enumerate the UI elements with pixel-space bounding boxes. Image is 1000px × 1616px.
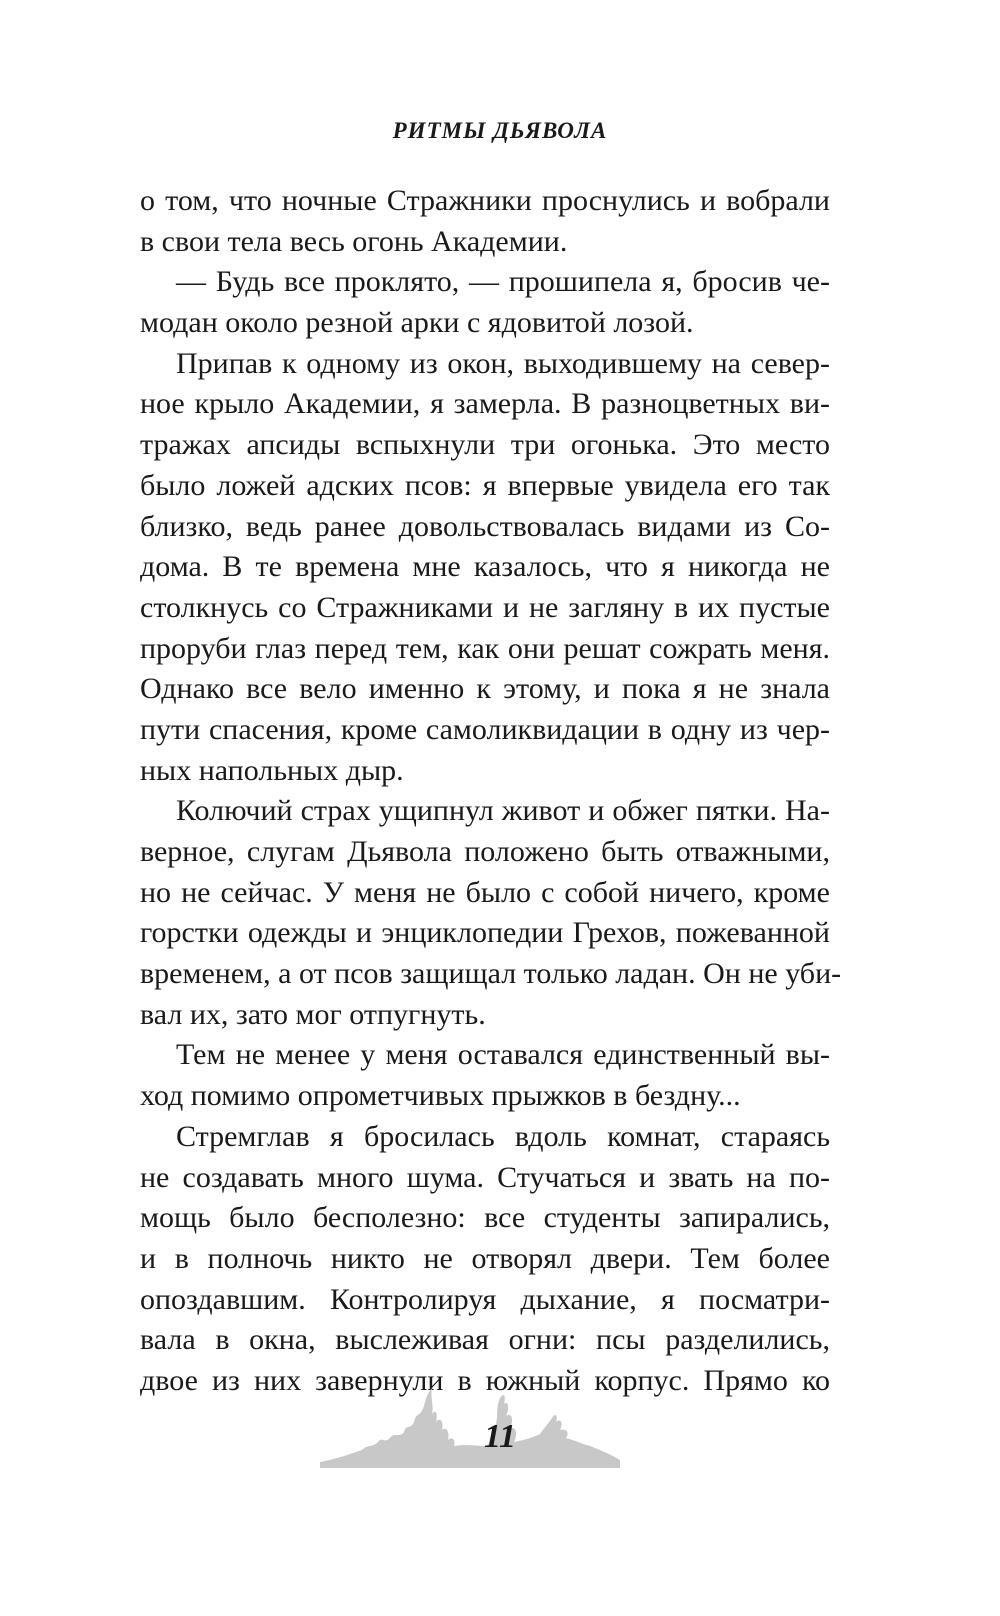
text-line: временем, а от псов защищал только ладан. Он не уби- <box>140 957 842 991</box>
text-line: модан около резной арки с ядовитой лозой. <box>140 306 694 340</box>
text-line: Тем не менее у меня оставался единственный вы- <box>176 1038 830 1072</box>
text-line: в свои тела весь огонь Академии. <box>140 224 568 258</box>
text-line: — Будь все проклято, — прошипела я, бросив че- <box>176 265 830 299</box>
text-line: ход помимо опрометчивых прыжков в бездну... <box>140 1079 741 1113</box>
text-line: проруби глаз перед тем, как они решат сожрать меня. <box>140 631 830 665</box>
text-line: Однако все вело именно к этому, и пока я не знала <box>140 672 830 706</box>
text-line: ное крыло Академии, я замерла. В разноцветных ви- <box>140 387 830 421</box>
text-line: пути спасения, кроме самоликвидации в одну из чер- <box>140 712 830 746</box>
page-number: 11 <box>483 1418 517 1455</box>
body-text <box>140 181 842 1402</box>
text-line: столкнусь со Стражниками и не загляну в их пустые <box>140 590 830 624</box>
text-line: но не сейчас. У меня не было с собой ничего, кроме <box>140 875 830 909</box>
text-line: Колючий страх ущипнул живот и обжег пятки. На- <box>176 794 830 828</box>
text-line: вал их, зато мог отпугнуть. <box>140 997 486 1031</box>
text-line: о том, что ночные Стражники проснулись и вобрали <box>140 184 830 217</box>
text-line: не создавать много шума. Стучаться и звать на по- <box>140 1160 830 1194</box>
text-line: тражах апсиды вспыхнули три огонька. Это место <box>140 428 830 462</box>
text-line: близко, ведь ранее довольствовалась видами из Со- <box>140 509 830 543</box>
text-line: Стремглав я бросилась вдоль комнат, стараясь <box>176 1119 830 1153</box>
text-line: дома. В те времена мне казалось, что я никогда не <box>140 550 830 584</box>
text-line: горстки одежды и энциклопедии Грехов, пожеванной <box>140 916 830 950</box>
text-line: верное, слугам Дьявола положено быть отважными, <box>140 835 830 868</box>
text-line: мощь было бесполезно: все студенты запирались, <box>140 1201 830 1235</box>
running-title: РИТМЫ ДЬЯВОЛА <box>392 118 608 143</box>
text-line: ных напольных дыр. <box>140 753 404 787</box>
text-line: опоздавшим. Контролируя дыхание, я посматри- <box>140 1282 830 1316</box>
text-line: было ложей адских псов: я впервые увидела его так <box>140 468 830 502</box>
text-line: двое из них завернули в южный корпус. Прямо ко <box>140 1363 830 1397</box>
text-line: вала в окна, выслеживая огни: псы разделились, <box>140 1323 830 1357</box>
text-line: Припав к одному из окон, выходившему на север- <box>176 346 830 380</box>
text-line: и в полночь никто не отворял двери. Тем более <box>140 1241 830 1275</box>
